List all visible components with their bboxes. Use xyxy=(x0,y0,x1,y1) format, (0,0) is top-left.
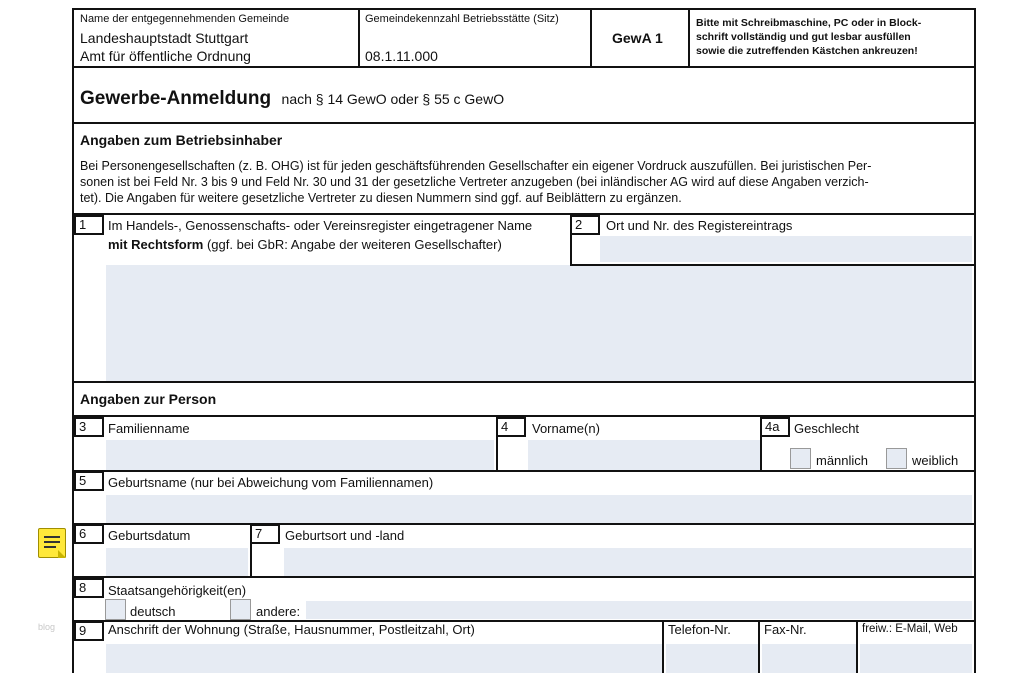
german-checkbox[interactable] xyxy=(105,599,126,620)
code-value: 08.1.11.000 xyxy=(365,48,438,64)
female-checkbox[interactable] xyxy=(886,448,907,469)
field-7-input[interactable] xyxy=(284,548,972,576)
phone-label: Telefon-Nr. xyxy=(668,622,731,637)
field-2-label: Ort und Nr. des Registereintrags xyxy=(606,218,793,233)
german-label: deutsch xyxy=(130,604,176,619)
instruction-text: Bitte mit Schreibmaschine, PC oder in Block- schrift vollständig und gut lesbar ausfüllen sowie die zutreffenden Kästchen ankreuzen! xyxy=(696,17,922,57)
municipality-line1: Landeshauptstadt Stuttgart xyxy=(80,30,249,46)
field-8-label: Staatsangehörigkeit(en) xyxy=(108,583,247,598)
other-nationality-label: andere: xyxy=(256,604,301,619)
field-2-input[interactable] xyxy=(600,236,972,262)
field-2-number: 2 xyxy=(570,215,600,235)
female-label: weiblich xyxy=(912,453,959,468)
field-5-number: 5 xyxy=(74,471,104,491)
field-9-address-input[interactable] xyxy=(106,644,662,673)
field-5-input[interactable] xyxy=(106,495,972,523)
male-checkbox[interactable] xyxy=(790,448,811,469)
code-label: Gemeindekennzahl Betriebsstätte (Sitz) xyxy=(365,13,559,25)
title-sub: nach § 14 GewO oder § 55 c GewO xyxy=(281,91,505,107)
title-main: Gewerbe-Anmeldung xyxy=(80,88,272,109)
field-3-label: Familienname xyxy=(108,421,190,436)
person-section-heading: Angaben zur Person xyxy=(80,391,217,407)
page-title xyxy=(80,88,504,110)
field-4-input[interactable] xyxy=(528,440,760,470)
field-9-number: 9 xyxy=(74,621,104,641)
owner-section-heading: Angaben zum Betriebsinhaber xyxy=(80,132,283,148)
field-8-number: 8 xyxy=(74,578,104,598)
fax-label: Fax-Nr. xyxy=(764,622,807,637)
field-7-number: 7 xyxy=(250,524,280,544)
email-input[interactable] xyxy=(860,644,972,673)
municipality-line2: Amt für öffentliche Ordnung xyxy=(80,48,251,64)
male-label: männlich xyxy=(816,453,869,468)
field-4a-label: Geschlecht xyxy=(794,421,860,436)
other-nationality-input[interactable] xyxy=(306,601,972,619)
field-1-number: 1 xyxy=(74,215,104,235)
phone-input[interactable] xyxy=(666,644,758,673)
field-4a-number: 4a xyxy=(760,417,790,437)
field-6-label: Geburtsdatum xyxy=(108,528,191,543)
field-9-label: Anschrift der Wohnung (Straße, Hausnummer, Postleitzahl, Ort) xyxy=(108,622,475,637)
field-5-label: Geburtsname (nur bei Abweichung vom Familiennamen) xyxy=(108,475,434,490)
fax-input[interactable] xyxy=(762,644,856,673)
field-3-number: 3 xyxy=(74,417,104,437)
other-nationality-checkbox[interactable] xyxy=(230,599,251,620)
field-7-label: Geburtsort und -land xyxy=(285,528,405,543)
field-4-label: Vorname(n) xyxy=(532,421,600,436)
field-6-number: 6 xyxy=(74,524,104,544)
email-label: freiw.: E-Mail, Web xyxy=(862,623,958,635)
gewerbe-anmeldung-form xyxy=(72,8,976,673)
field-1-input[interactable] xyxy=(106,265,972,381)
note-icon[interactable] xyxy=(38,528,66,558)
field-6-input[interactable] xyxy=(106,548,248,576)
field-1-label-line2: mit Rechtsform (ggf. bei GbR: Angabe der weiteren Gesellschafter) xyxy=(108,237,502,252)
field-4-number: 4 xyxy=(496,417,526,437)
watermark: blog xyxy=(38,622,56,632)
owner-section-text: Bei Personengesellschaften (z. B. OHG) ist für jeden geschäftsführenden Gesellschafter ein eigener Vordruck auszufüllen. Bei juristischen Per- sonen ist bei Feld Nr. 3 bis 9 und Feld Nr. 30 und 31 der gesetzliche Vertreter anzugeben (bei inländischer AG wird auf diese Angaben verzich- tet). Die Angaben für weitere gesetzliche Vertreter zu diesen Nummern sind ggf. auf Beiblättern zu ergänzen. xyxy=(80,159,872,205)
municipality-label: Name der entgegennehmenden Gemeinde xyxy=(80,13,290,25)
field-3-input[interactable] xyxy=(106,440,494,470)
field-1-label-line1: Im Handels-, Genossenschafts- oder Vereinsregister eingetragener Name xyxy=(108,218,533,233)
form-id: GewA 1 xyxy=(612,30,663,46)
